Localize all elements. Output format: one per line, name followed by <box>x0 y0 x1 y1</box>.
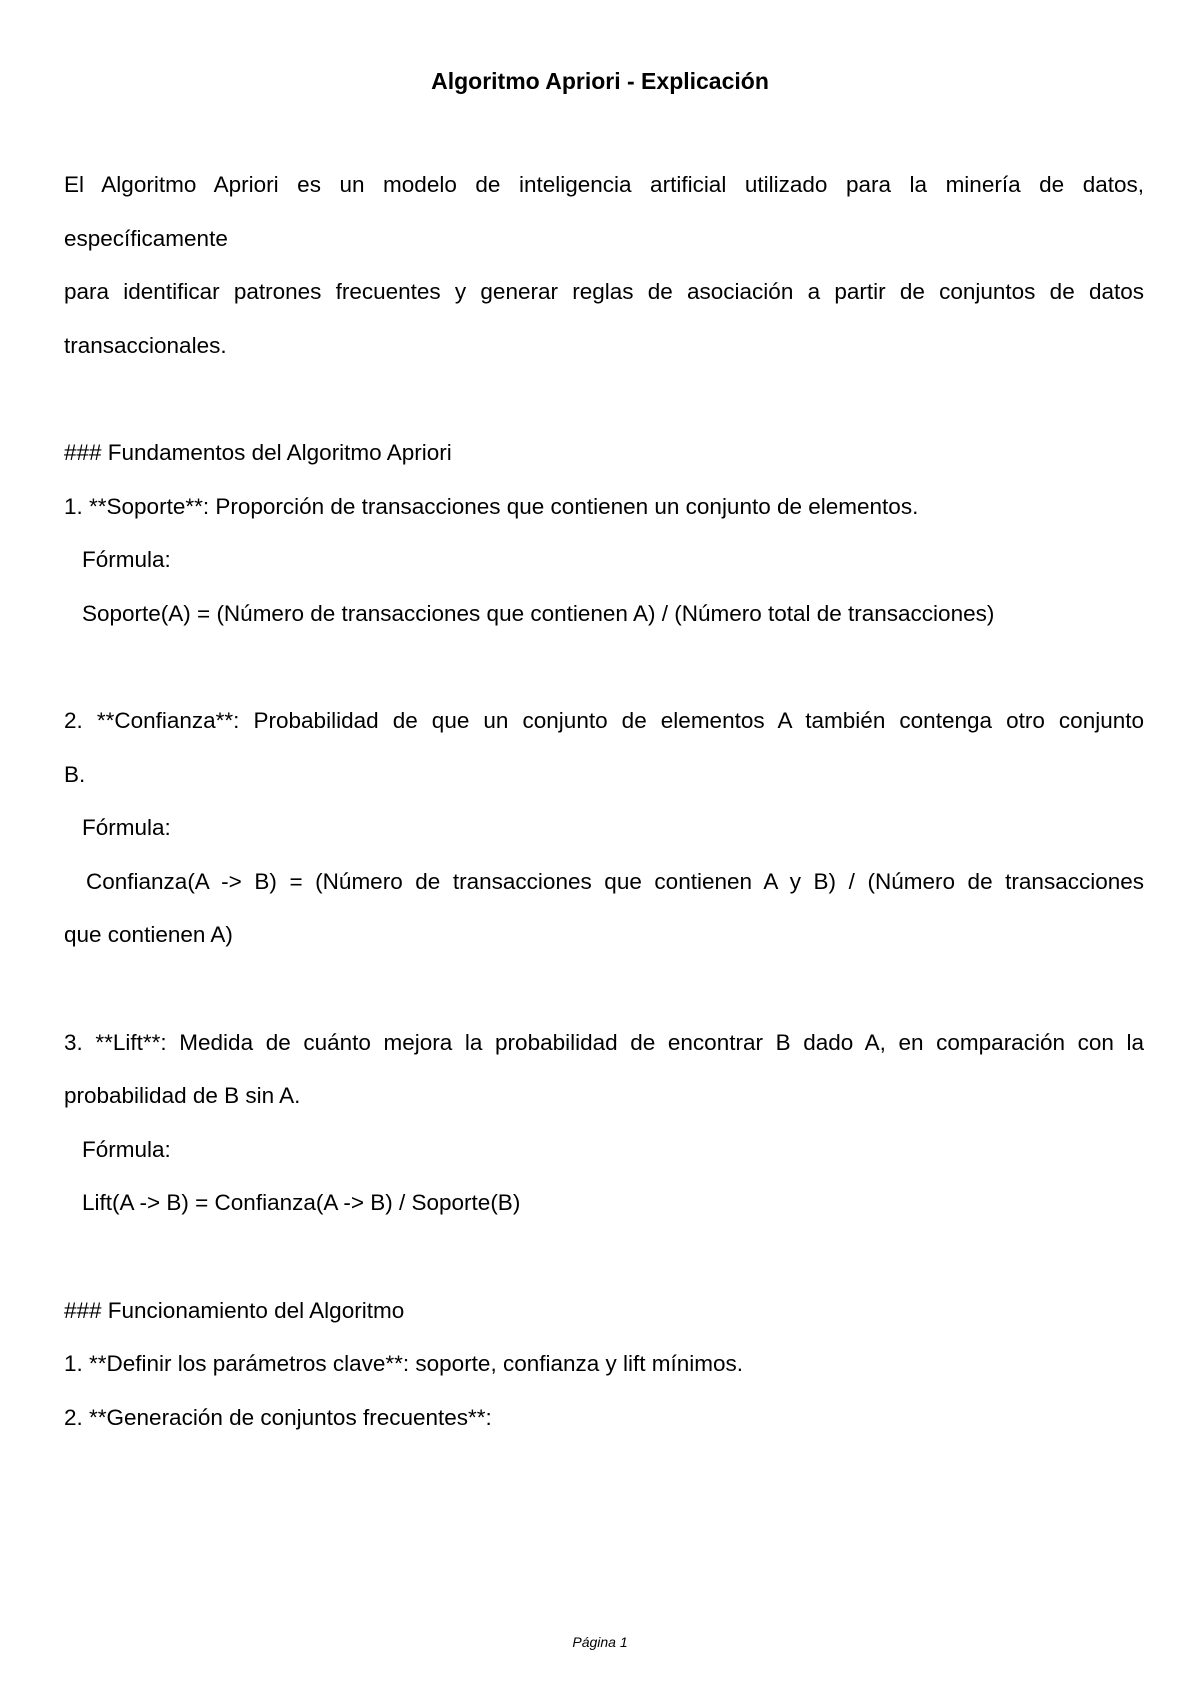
confianza-definition-line-2: B. <box>64 762 86 787</box>
lift-definition-line-1: 3. **Lift**: Medida de cuánto mejora la probabilidad de encontrar B dado A, en comparación con la <box>64 1030 1144 1055</box>
confianza-formula-label: Fórmula: <box>82 815 171 840</box>
intro-line-2: específicamente <box>64 226 228 251</box>
confianza-definition-line-1: 2. **Confianza**: Probabilidad de que un conjunto de elementos A también contenga otro conjunto <box>64 708 1144 733</box>
soporte-formula-label: Fórmula: <box>82 547 171 572</box>
confianza-formula-line-1: Confianza(A -> B) = (Número de transacciones que contienen A y B) / (Número de transacciones <box>86 869 1144 894</box>
step-generacion-conjuntos: 2. **Generación de conjuntos frecuentes**: <box>64 1405 492 1430</box>
soporte-formula: Soporte(A) = (Número de transacciones que contienen A) / (Número total de transacciones) <box>82 601 995 626</box>
step-definir-parametros: 1. **Definir los parámetros clave**: soporte, confianza y lift mínimos. <box>64 1351 744 1376</box>
lift-formula-label: Fórmula: <box>82 1137 171 1162</box>
lift-formula: Lift(A -> B) = Confianza(A -> B) / Soporte(B) <box>82 1190 521 1215</box>
confianza-formula-line-2: que contienen A) <box>64 922 233 947</box>
soporte-definition: 1. **Soporte**: Proporción de transacciones que contienen un conjunto de elementos. <box>64 494 919 519</box>
document-title: Algoritmo Apriori - Explicación <box>431 68 769 94</box>
section-heading-funcionamiento: ### Funcionamiento del Algoritmo <box>64 1298 405 1323</box>
page-number: Página 1 <box>572 1634 628 1650</box>
intro-line-4: transaccionales. <box>64 333 227 358</box>
intro-line-1: El Algoritmo Apriori es un modelo de inteligencia artificial utilizado para la minería de datos, <box>64 172 1144 197</box>
section-heading-fundamentos: ### Fundamentos del Algoritmo Apriori <box>64 440 452 465</box>
intro-line-3: para identificar patrones frecuentes y generar reglas de asociación a partir de conjuntos de datos <box>64 279 1144 304</box>
lift-definition-line-2: probabilidad de B sin A. <box>64 1083 301 1108</box>
